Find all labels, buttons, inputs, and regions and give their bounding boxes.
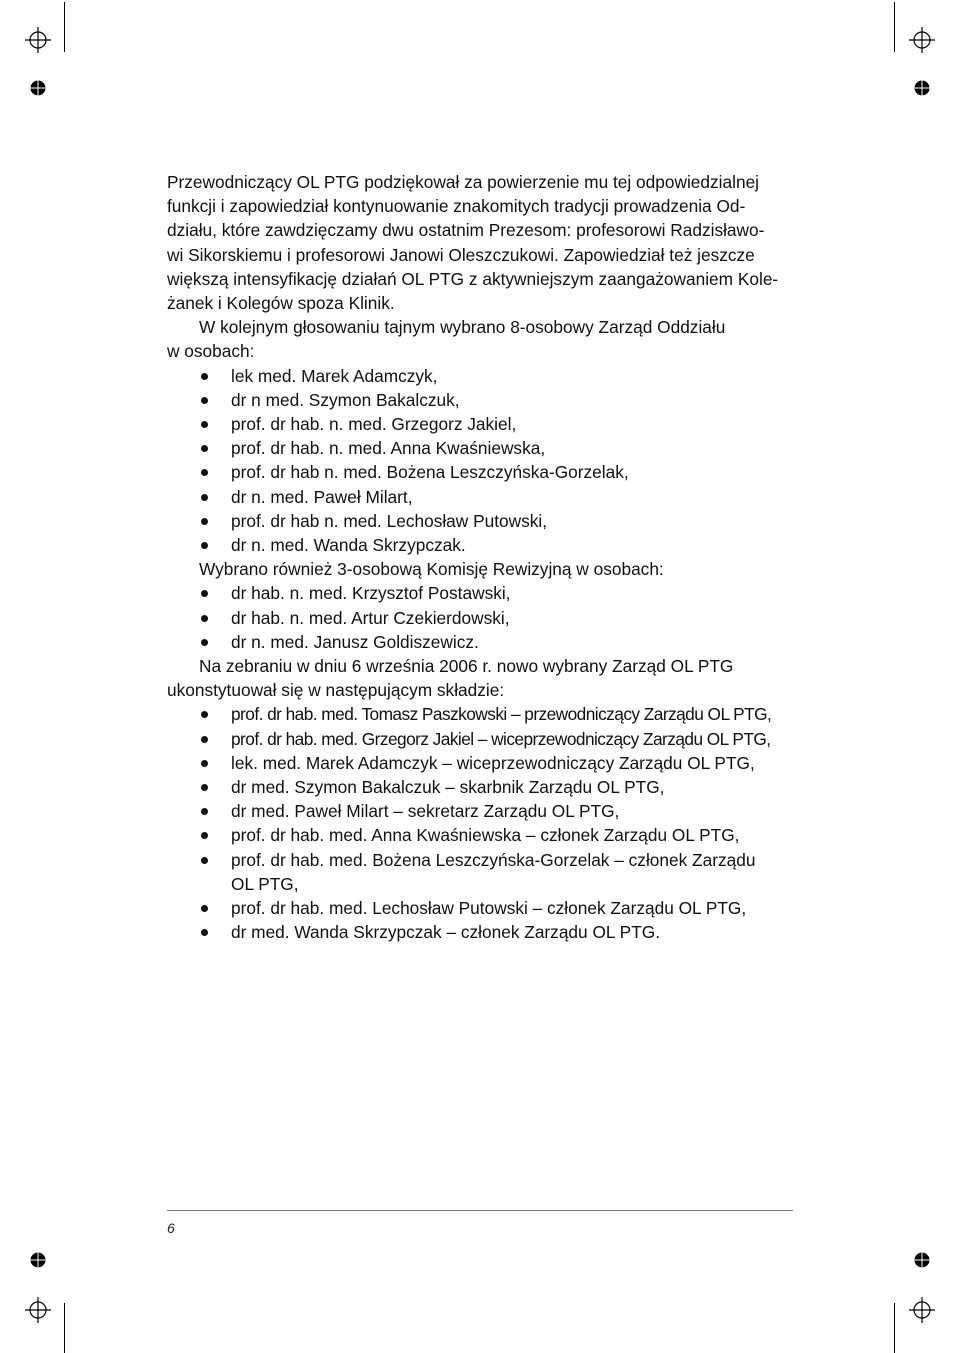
text-line: żanek i Kolegów spoza Klinik. (167, 293, 395, 314)
list-item: prof. dr hab. n. med. Grzegorz Jakiel, (199, 412, 793, 436)
text-line: funkcji i zapowiedział kontynuowanie znakomitych tradycji prowadzenia Od- (167, 196, 746, 217)
board-election-paragraph (167, 315, 793, 363)
text-line: działu, które zawdzięczamy dwu ostatnim Prezesom: profesorowi Radzisławo- (167, 220, 765, 241)
list-item: dr hab. n. med. Artur Czekierdowski, (199, 606, 793, 630)
list-item: lek. med. Marek Adamczyk – wiceprzewodniczący Zarządu OL PTG, (199, 751, 793, 775)
intro-paragraph (167, 170, 793, 315)
list-item: dr n. med. Wanda Skrzypczak. (199, 533, 793, 557)
registration-crosshair-top-left (25, 27, 51, 53)
crop-mark-bottom-right (894, 1303, 895, 1353)
text-line: W kolejnym głosowaniu tajnym wybrano 8-osobowy Zarząd Oddziału (199, 317, 726, 338)
registration-crosshair-bottom-right (909, 1297, 935, 1323)
list-item: dr med. Paweł Milart – sekretarz Zarządu OL PTG, (199, 799, 793, 823)
registration-crosshair-bottom-left (25, 1297, 51, 1323)
registration-dot-bottom-right (912, 1250, 932, 1270)
list-item: prof. dr hab. med. Grzegorz Jakiel – wiceprzewodniczący Zarządu OL PTG, (199, 727, 793, 751)
list-item: prof. dr hab. n. med. Anna Kwaśniewska, (199, 436, 793, 460)
text-line: prof. dr hab. med. Bożena Leszczyńska-Gorzelak – członek Zarządu (231, 849, 756, 870)
text-line: Na zebraniu w dniu 6 września 2006 r. nowo wybrany Zarząd OL PTG (199, 656, 734, 677)
list-item: dr n. med. Paweł Milart, (199, 485, 793, 509)
meeting-paragraph (167, 654, 793, 702)
list-item: prof. dr hab. med. Anna Kwaśniewska – członek Zarządu OL PTG, (199, 823, 793, 847)
crop-mark-bottom-left (64, 1303, 65, 1353)
list-item: prof. dr hab. med. Tomasz Paszkowski – przewodniczący Zarządu OL PTG, (199, 702, 793, 726)
list-item: prof. dr hab. med. Lechosław Putowski – członek Zarządu OL PTG, (199, 896, 793, 920)
page-number: 6 (167, 1220, 175, 1236)
text-line: w osobach: (167, 341, 255, 362)
audit-committee-paragraph: Wybrano również 3-osobową Komisję Rewizyjną w osobach: (199, 559, 664, 580)
registration-dot-top-right (912, 78, 932, 98)
footer-rule (167, 1210, 793, 1211)
crop-mark-top-right (894, 2, 895, 52)
crop-mark-top-left (64, 2, 65, 52)
text-line: OL PTG, (231, 873, 299, 894)
text-line: Przewodniczący OL PTG podziękował za powierzenie mu tej odpowiedzialnej (167, 172, 760, 192)
text-line: ukonstytuował się w następującym składzie: (167, 680, 505, 701)
list-item: dr hab. n. med. Krzysztof Postawski, (199, 581, 793, 605)
article-body (167, 170, 793, 945)
board-positions-list (167, 702, 793, 944)
list-item: prof. dr hab n. med. Bożena Leszczyńska-Gorzelak, (199, 460, 793, 484)
list-item: prof. dr hab n. med. Lechosław Putowski, (199, 509, 793, 533)
text-line: wi Sikorskiemu i profesorowi Janowi Oleszczukowi. Zapowiedział też jeszcze (167, 244, 755, 265)
registration-dot-top-left (28, 78, 48, 98)
list-item (199, 848, 793, 896)
list-item: dr n. med. Janusz Goldiszewicz. (199, 630, 793, 654)
registration-crosshair-top-right (909, 27, 935, 53)
registration-dot-bottom-left (28, 1250, 48, 1270)
board-member-list (167, 364, 793, 558)
audit-member-list (167, 581, 793, 654)
list-item: dr med. Szymon Bakalczuk – skarbnik Zarządu OL PTG, (199, 775, 793, 799)
list-item: lek med. Marek Adamczyk, (199, 364, 793, 388)
list-item: dr med. Wanda Skrzypczak – członek Zarządu OL PTG. (199, 920, 793, 944)
list-item: dr n med. Szymon Bakalczuk, (199, 388, 793, 412)
text-line: większą intensyfikację działań OL PTG z aktywniejszym zaangażowaniem Kole- (167, 268, 779, 289)
